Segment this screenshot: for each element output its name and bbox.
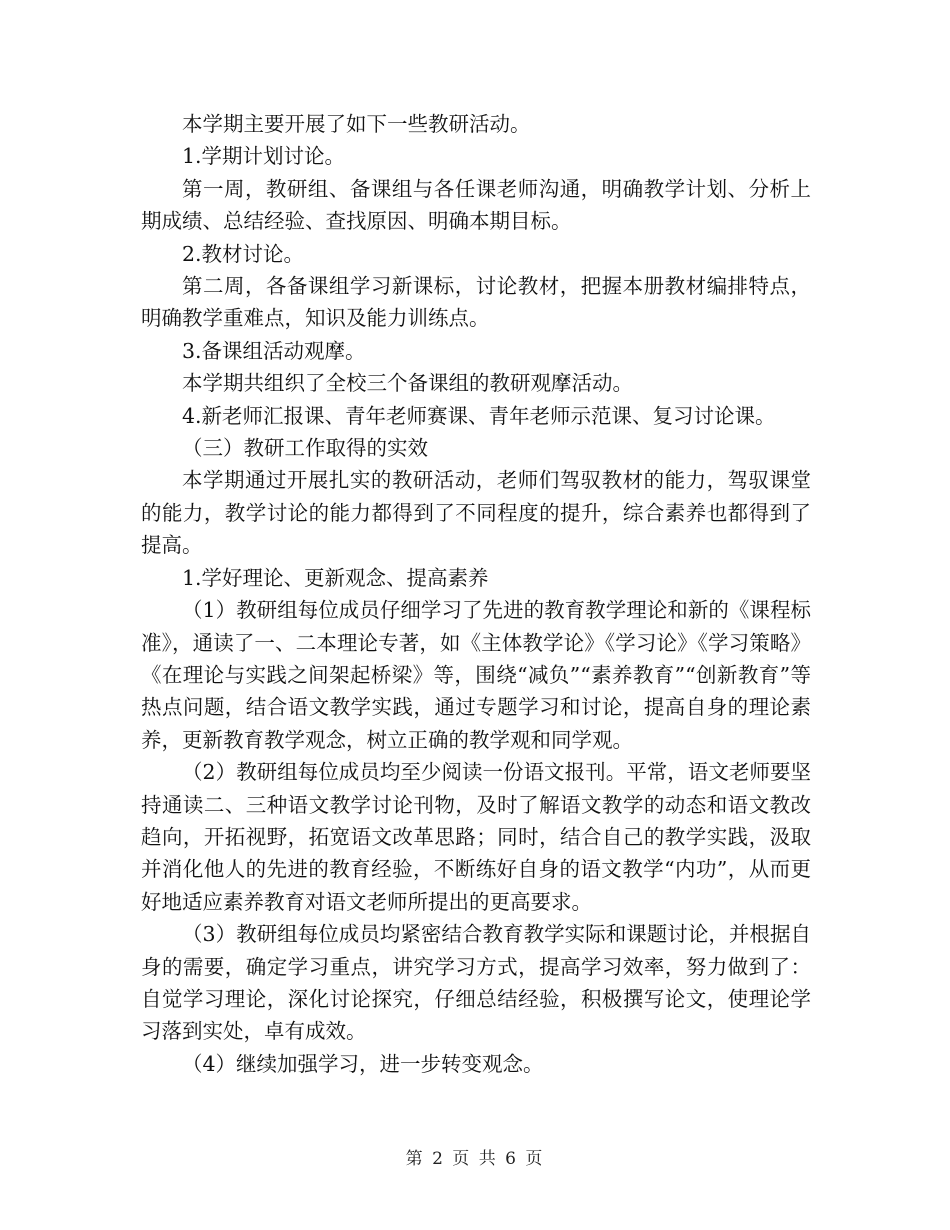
paragraph-point-4: （4）继续加强学习，进一步转变观念。 [182, 1051, 544, 1076]
item-semester-plan-heading: 1.学期计划讨论。 [182, 144, 346, 169]
paragraph-week-two: 第二周，各备课组学习新课标，讨论教材，把握本册教材编排特点，明确教学重难点，知识及能力训练点。 [141, 274, 811, 331]
paragraph-intro: 本学期主要开展了如下一些教研活动。 [182, 112, 531, 136]
item-textbook-heading: 2.教材讨论。 [182, 241, 305, 266]
document-body [141, 108, 811, 1080]
item-lessons-heading: 4.新老师汇报课、青年老师赛课、青年老师示范课、复习讨论课。 [182, 403, 776, 428]
page-number-footer: 第 2 页 共 6 页 [405, 1149, 545, 1169]
item-theory-heading: 1.学好理论、更新观念、提高素养 [182, 565, 489, 590]
paragraph-week-one: 第一周，教研组、备课组与各任课老师沟通，明确教学计划、分析上期成绩、总结经验、查找原因、明确本期目标。 [141, 176, 811, 234]
paragraph-point-1: （1）教研组每位成员仔细学习了先进的教育教学理论和新的《课程标准》，通读了一、二本理论专著，如《主体教学论》《学习论》《学习策略》《在理论与实践之间架起桥梁》等，围绕“减负”“素养教育”“创新教育”等热点问题，结合语文教学实践，通过专题学习和讨论，提高自身的理论素养，更新教育教学观念，树立正确的教学观和同学观。 [141, 598, 811, 752]
paragraph-results: 本学期通过开展扎实的教研活动，老师们驾驭教材的能力，驾驭课堂的能力，教学讨论的能力都得到了不同程度的提升，综合素养也都得到了提高。 [141, 468, 811, 558]
item-observation-heading: 3.备课组活动观摩。 [182, 338, 366, 363]
paragraph-observation: 本学期共组织了全校三个备课组的教研观摩活动。 [182, 371, 633, 396]
paragraph-point-2: （2）教研组每位成员均至少阅读一份语文报刊。平常，语文老师要坚持通读二、三种语文教学讨论刊物，及时了解语文教学的动态和语文教改趋向，开拓视野，拓宽语文改革思路；同时，结合自己的教学实践，汲取并消化他人的先进的教育经验，不断练好自身的语文教学“内功”，从而更好地适应素养教育对语文老师所提出的更高要求。 [141, 760, 811, 914]
paragraph-point-3: （3）教研组每位成员均紧密结合教育教学实际和课题讨论，并根据自身的需要，确定学习重点，讲究学习方式，提高学习效率，努力做到了：自觉学习理论，深化讨论探究，仔细总结经验，积极撰写论文，使理论学习落到实处，卓有成效。 [141, 922, 811, 1044]
section-heading-results: （三）教研工作取得的实效 [182, 436, 428, 461]
